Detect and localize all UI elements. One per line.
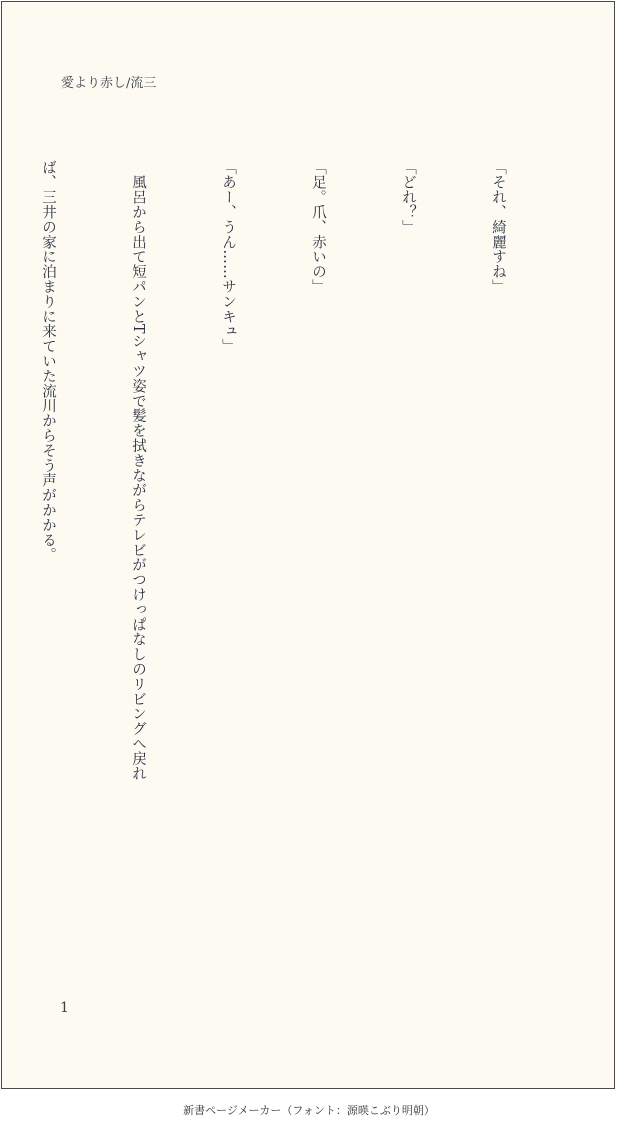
text-line: 「あー、うん……サンキュ」 [220, 160, 236, 354]
page-header-title: 愛より赤し/流三 [61, 76, 157, 91]
page-number: 1 [60, 1000, 69, 1016]
text-line: 「それ、綺麗すね」 [490, 160, 506, 295]
text-line: 「どれ？」 [400, 160, 416, 235]
vertical-body-text [1, 160, 573, 920]
text-line: 「足。爪、赤いの」 [310, 160, 326, 295]
book-page [1, 1, 615, 1089]
text-line: ば、三井の家に泊まりに来ていた流川からそう声がかかる。 [40, 160, 56, 563]
text-line: 風呂から出て短パンとTシャツ姿で髪を拭きながらテレビがつけっぱなしのリビングへ戻れ [130, 160, 146, 781]
generator-caption: 新書ページメーカー（フォント：源暎こぶり明朝） [183, 1104, 435, 1117]
